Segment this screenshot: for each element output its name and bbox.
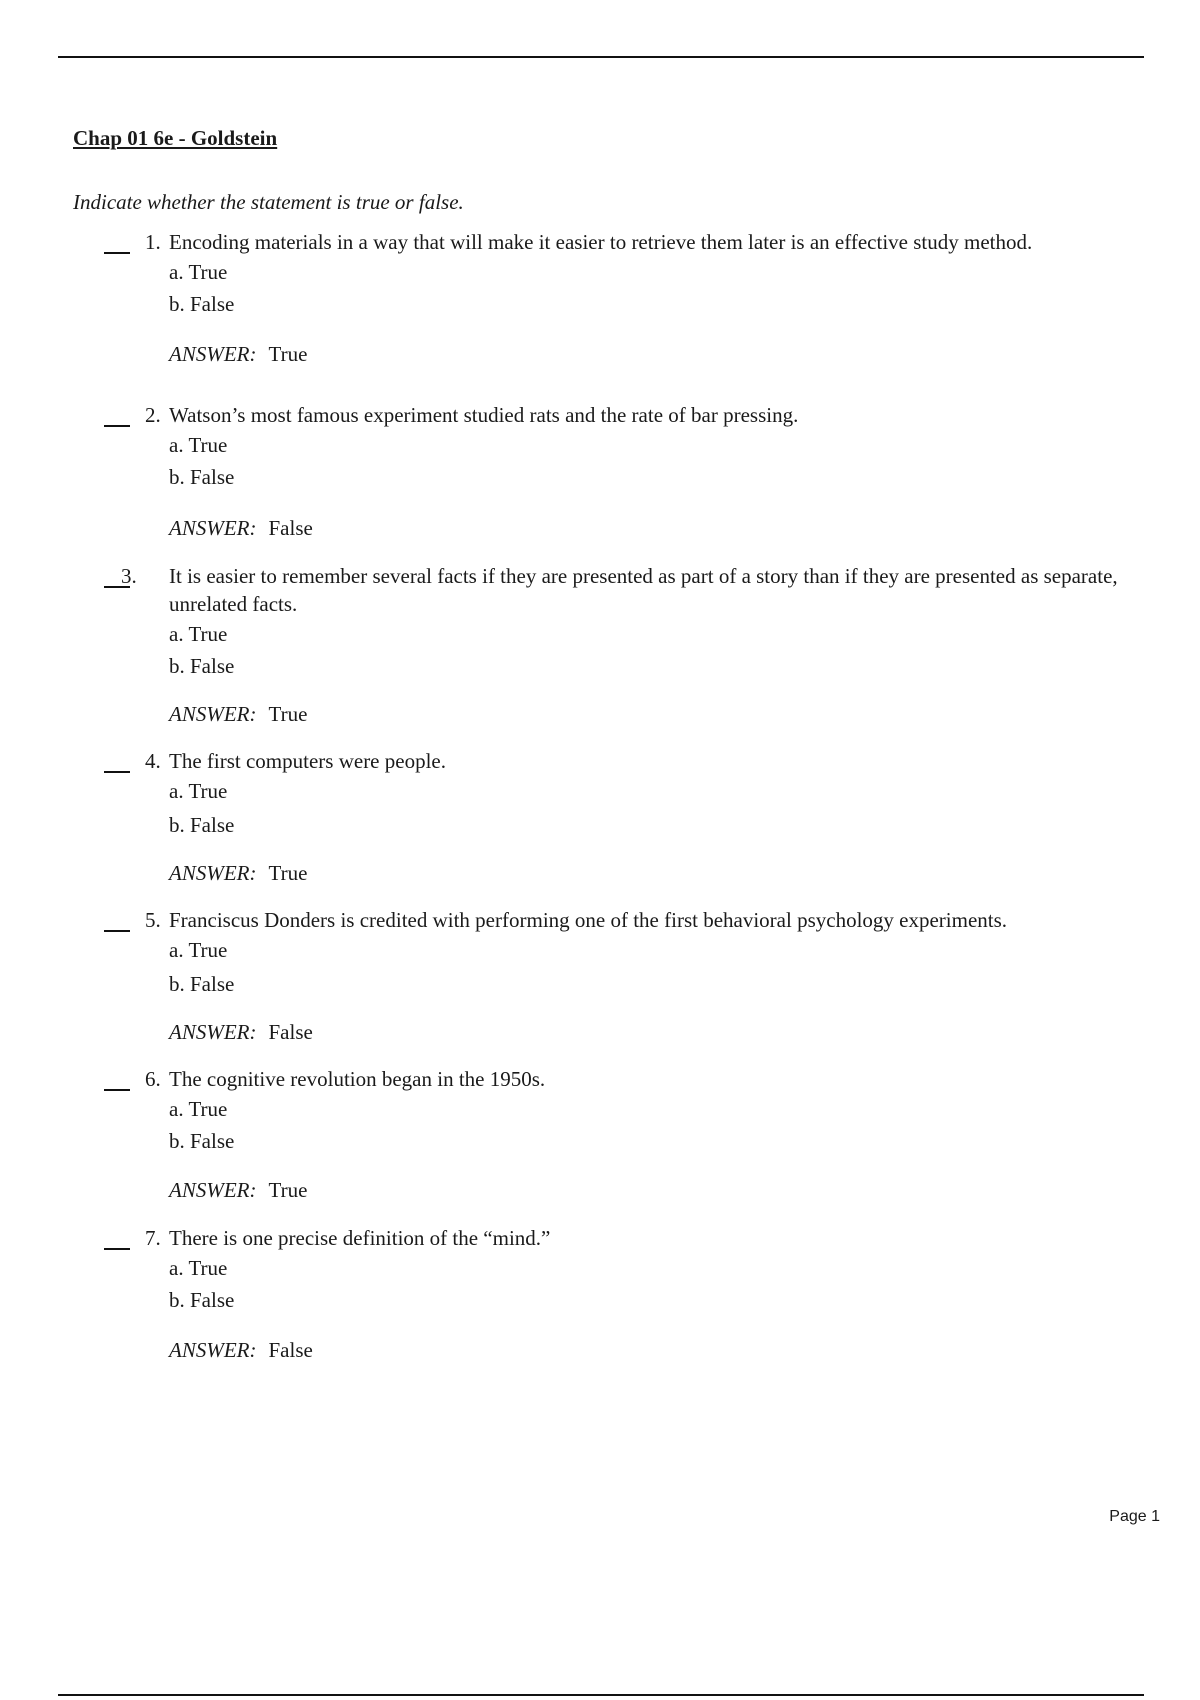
answer-label: ANSWER:: [169, 516, 257, 540]
option-false[interactable]: b. False: [169, 813, 235, 837]
option-true[interactable]: a. True: [169, 1097, 228, 1121]
question-text: [145, 228, 1125, 256]
question-statement: Watson’s most famous experiment studied rats and the rate of bar pressing.: [169, 403, 799, 427]
question-statement: The cognitive revolution began in the 1950s.: [169, 1067, 546, 1091]
answer-label: ANSWER:: [169, 702, 257, 726]
question-number: 6.: [145, 1067, 161, 1091]
question-statement: Franciscus Donders is credited with performing one of the first behavioral psychology experiments.: [169, 908, 1008, 932]
answer-line: [169, 702, 307, 727]
answer-blank[interactable]: [104, 425, 130, 427]
answer-line: [169, 1178, 307, 1203]
answer-line: [169, 861, 307, 886]
option-true[interactable]: a. True: [169, 1256, 228, 1280]
question-number: 1.: [145, 230, 161, 254]
answer-blank[interactable]: [104, 1089, 130, 1091]
question-statement: Encoding materials in a way that will make it easier to retrieve them later is an effective study method.: [169, 230, 1033, 254]
question-number: 4.: [145, 749, 161, 773]
option-true[interactable]: a. True: [169, 779, 228, 803]
bottom-rule: [58, 1694, 1144, 1696]
question-number: 5.: [145, 908, 161, 932]
answer-value: True: [268, 861, 308, 885]
answer-value: True: [268, 1178, 308, 1202]
answer-line: [169, 516, 313, 541]
answer-label: ANSWER:: [169, 861, 257, 885]
document-title: Chap 01 6e - Goldstein: [73, 126, 278, 150]
question-statement: There is one precise definition of the “mind.”: [169, 1226, 551, 1250]
option-false[interactable]: b. False: [169, 292, 235, 316]
option-false[interactable]: b. False: [169, 972, 235, 996]
answer-line: [169, 342, 307, 367]
answer-label: ANSWER:: [169, 1020, 257, 1044]
answer-blank[interactable]: [104, 252, 130, 254]
option-false[interactable]: b. False: [169, 1129, 235, 1153]
answer-line: [169, 1020, 313, 1045]
answer-value: True: [268, 342, 308, 366]
answer-value: False: [268, 516, 313, 540]
option-true[interactable]: a. True: [169, 260, 228, 284]
question-number: 2.: [145, 403, 161, 427]
question-text: [145, 906, 1125, 934]
question-text: [145, 401, 1125, 429]
option-false[interactable]: b. False: [169, 654, 235, 678]
answer-blank[interactable]: [104, 1248, 130, 1250]
question-text: [145, 1224, 1125, 1252]
instructions: Indicate whether the statement is true or false.: [73, 190, 464, 214]
top-rule: [58, 56, 1144, 58]
question-number: 3.: [121, 564, 137, 588]
question-text: [145, 747, 1125, 775]
answer-line: [169, 1338, 313, 1363]
option-false[interactable]: b. False: [169, 1288, 235, 1312]
page-number: Page 1: [1109, 1508, 1160, 1525]
answer-value: False: [268, 1338, 313, 1362]
option-false[interactable]: b. False: [169, 465, 235, 489]
answer-label: ANSWER:: [169, 1338, 257, 1362]
answer-blank[interactable]: [104, 771, 130, 773]
question-statement: The first computers were people.: [169, 749, 446, 773]
option-true[interactable]: a. True: [169, 622, 228, 646]
question-text: [121, 562, 1125, 618]
answer-value: True: [268, 702, 308, 726]
answer-blank[interactable]: [104, 930, 130, 932]
question-statement: It is easier to remember several facts if they are presented as part of a story than if they are presented as separate, unrelated facts.: [169, 564, 1118, 616]
option-true[interactable]: a. True: [169, 938, 228, 962]
answer-label: ANSWER:: [169, 1178, 257, 1202]
answer-label: ANSWER:: [169, 342, 257, 366]
question-number: 7.: [145, 1226, 161, 1250]
option-true[interactable]: a. True: [169, 433, 228, 457]
question-text: [145, 1065, 1125, 1093]
answer-value: False: [268, 1020, 313, 1044]
